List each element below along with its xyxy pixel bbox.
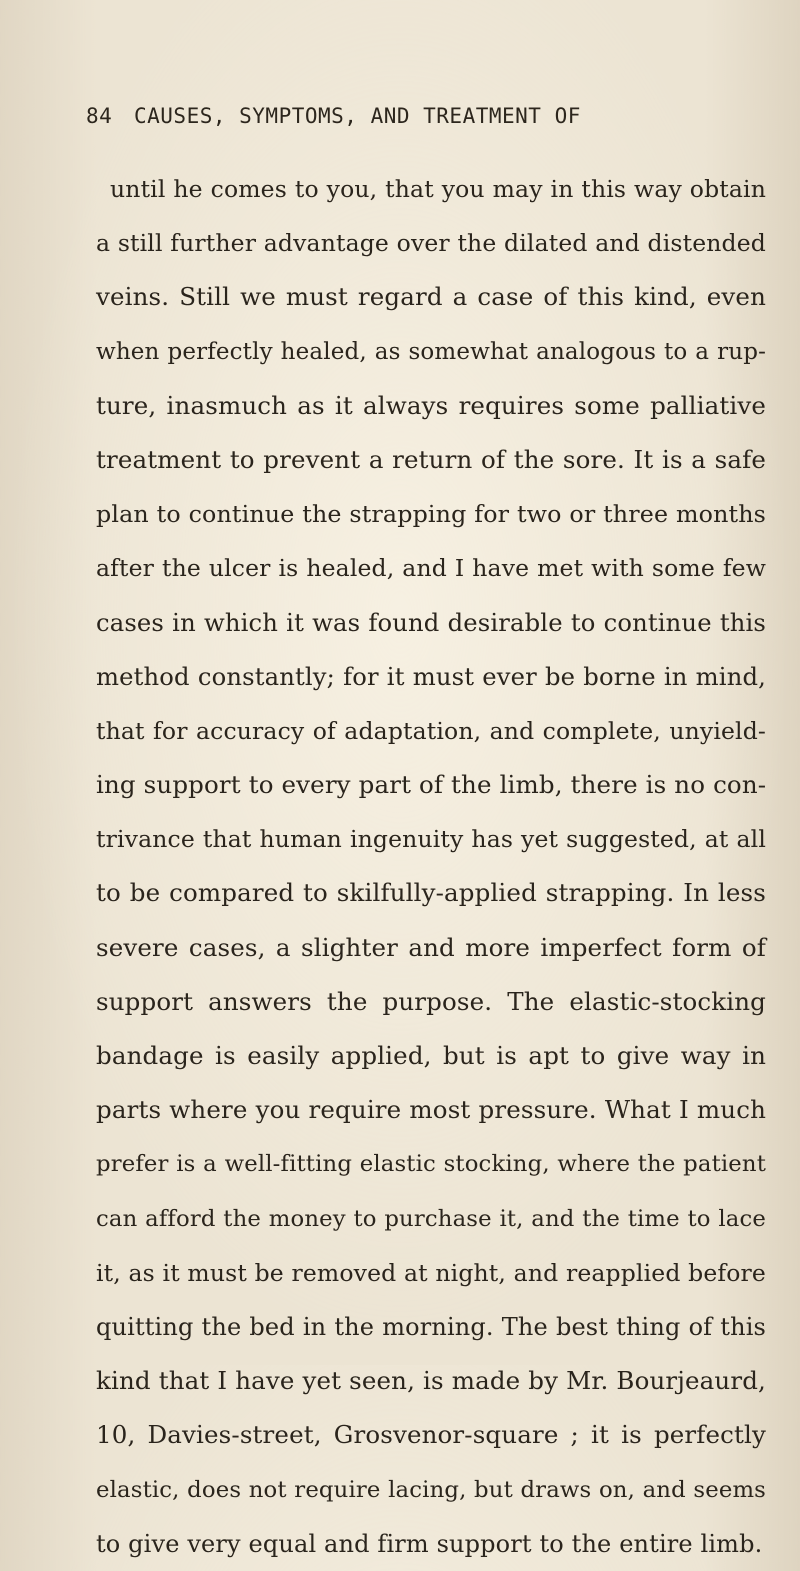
- text-line: plan to continue the strapping for two or three months: [96, 500, 766, 529]
- text-line: to be compared to skilfully-applied strapping. In less: [96, 878, 766, 908]
- text-line: treatment to prevent a return of the sore. It is a safe: [96, 444, 766, 474]
- text-line: parts where you require most pressure. What I much: [96, 1095, 766, 1125]
- body-text: [96, 162, 766, 1571]
- page-number: 84: [86, 104, 113, 128]
- text-line: kind that I have yet seen, is made by Mr. Bourjeaurd,: [96, 1366, 766, 1396]
- text-line: when perfectly healed, as somewhat analogous to a rup-: [96, 338, 766, 365]
- text-line: veins. Still we must regard a case of this kind, even: [96, 282, 766, 312]
- text-line: bandage is easily applied, but is apt to give way in: [96, 1041, 766, 1070]
- text-line: cases in which it was found desirable to continue this: [96, 607, 766, 637]
- text-line: a still further advantage over the dilated and distended: [96, 229, 766, 258]
- running-head: [86, 104, 726, 136]
- running-head-title: CAUSES, SYMPTOMS, AND TREATMENT OF: [134, 104, 581, 128]
- text-line: ture, inasmuch as it always requires some palliative: [96, 390, 766, 420]
- text-line: prefer is a well-fitting elastic stocking, where the patient: [96, 1151, 766, 1178]
- text-line: quitting the bed in the morning. The best thing of this: [96, 1312, 766, 1341]
- text-line: to give very equal and firm support to the entire limb.: [96, 1529, 763, 1558]
- text-line: ing support to every part of the limb, there is no con-: [96, 770, 767, 800]
- text-line: 10, Davies-street, Grosvenor-square ; it is perfectly: [96, 1420, 766, 1450]
- text-line: it, as it must be removed at night, and reapplied before: [96, 1258, 766, 1287]
- text-line: until he comes to you, that you may in this way obtain: [110, 175, 766, 203]
- text-line: support answers the purpose. The elastic-stocking: [96, 986, 766, 1016]
- text-line: trivance that human ingenuity has yet suggested, at all: [96, 825, 766, 854]
- text-line: after the ulcer is healed, and I have met with some few: [96, 554, 766, 583]
- text-line: that for accuracy of adaptation, and complete, unyield-: [96, 716, 766, 745]
- text-line: can afford the money to purchase it, and the time to lace: [96, 1205, 766, 1232]
- text-line: method constantly; for it must ever be borne in mind,: [96, 661, 766, 691]
- text-line: elastic, does not require lacing, but draws on, and seems: [96, 1476, 766, 1503]
- text-line: severe cases, a slighter and more imperfect form of: [96, 932, 766, 962]
